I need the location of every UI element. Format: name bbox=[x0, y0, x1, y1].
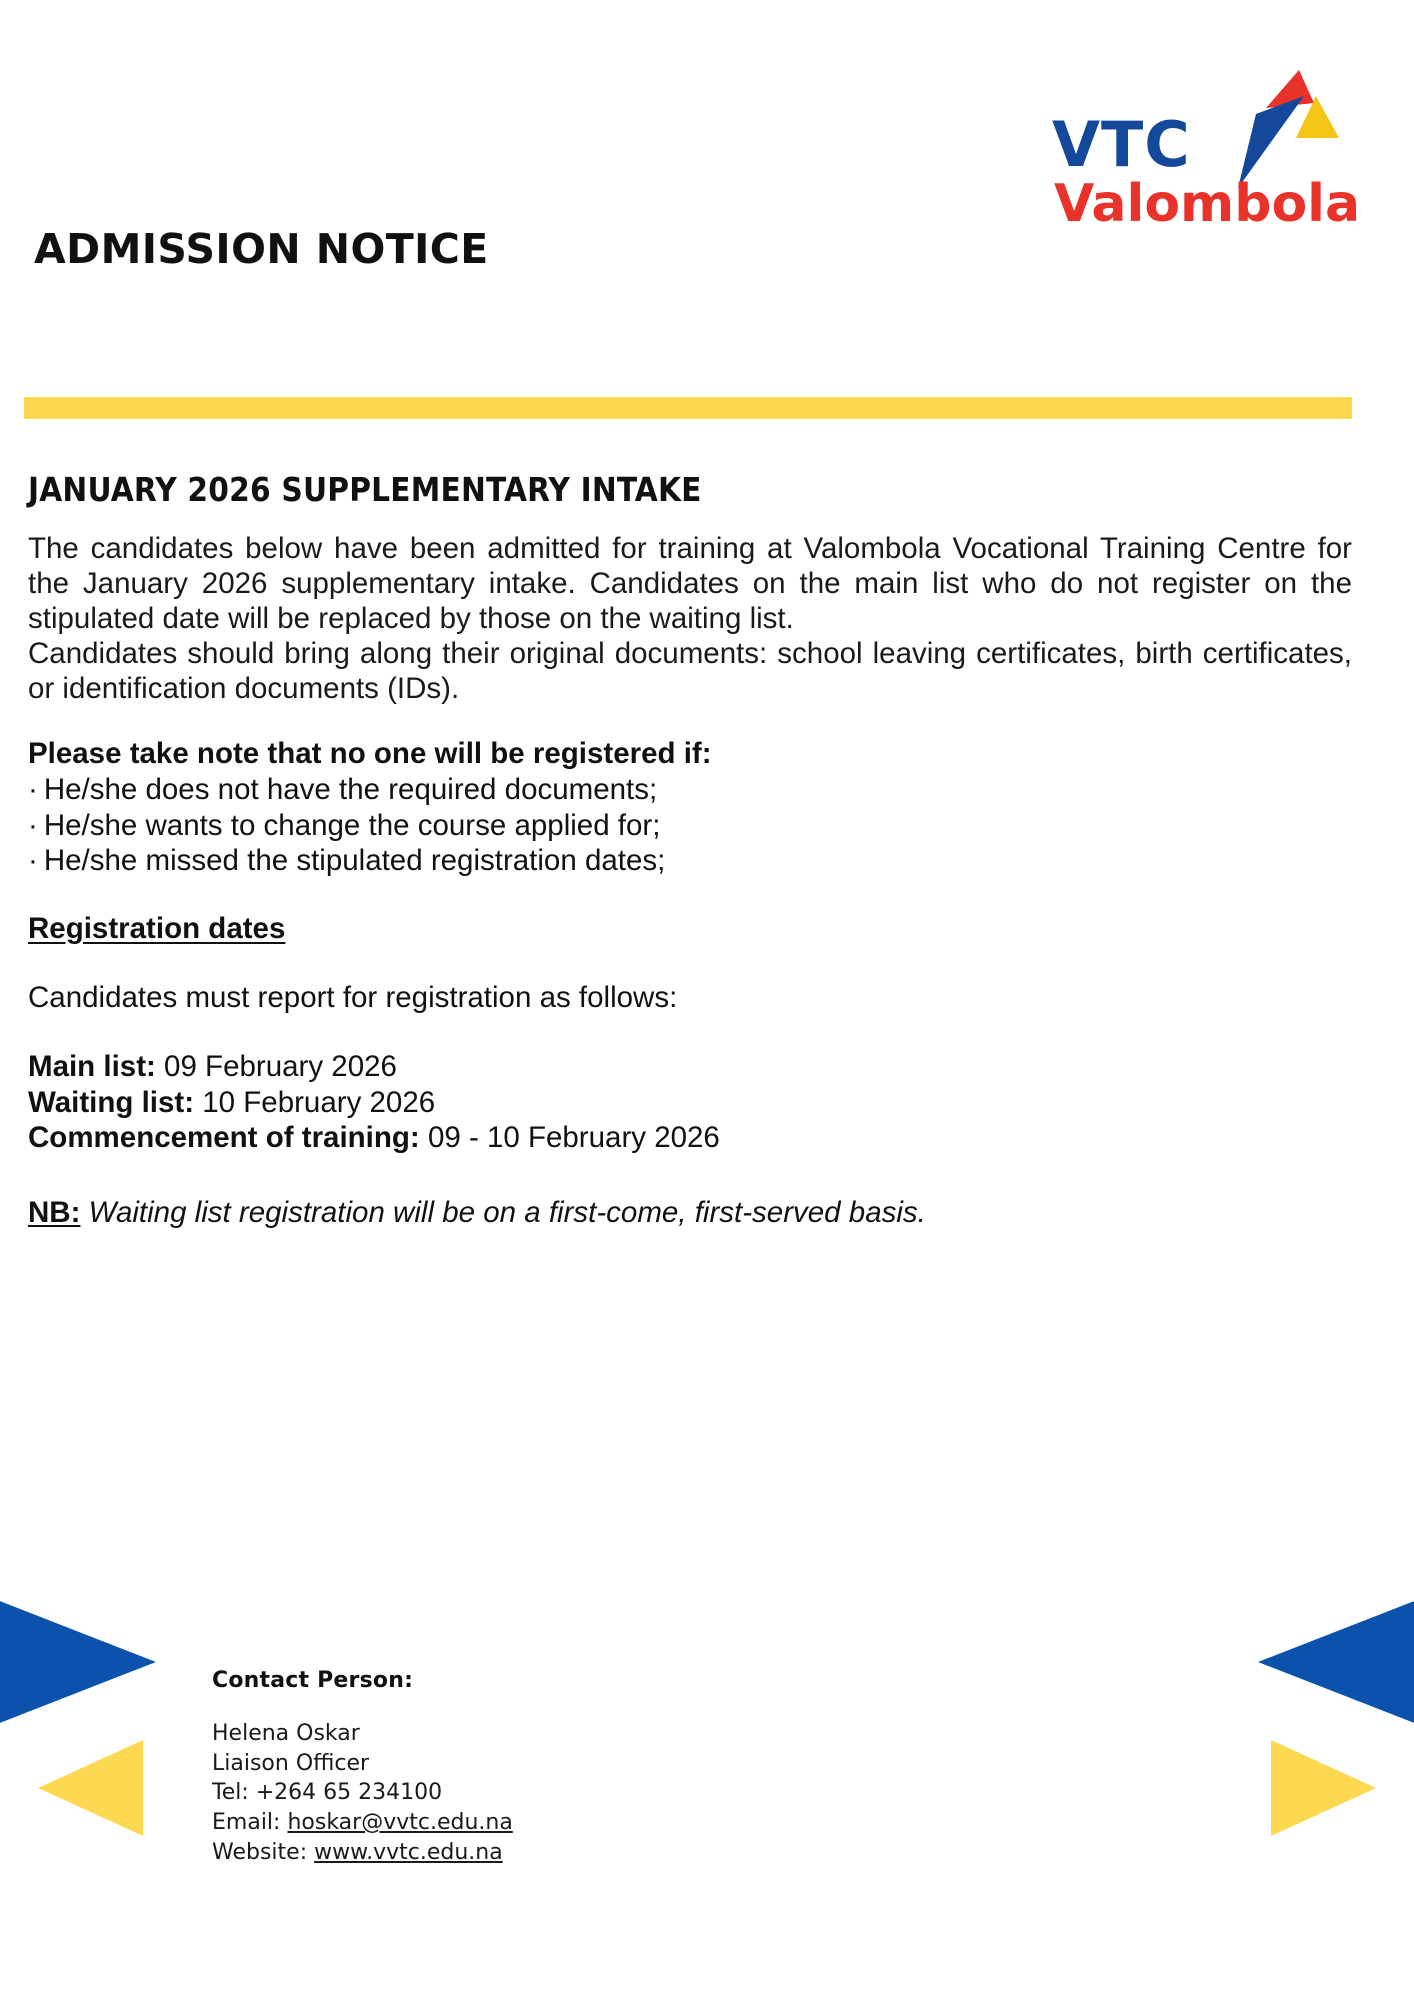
document-body bbox=[28, 470, 1352, 1231]
vtc-valombola-logo bbox=[1052, 70, 1361, 245]
spacer bbox=[28, 1015, 1352, 1049]
list-item bbox=[28, 808, 1352, 843]
date-label: Waiting list: bbox=[28, 1085, 195, 1119]
spacer bbox=[28, 878, 1352, 912]
date-row-waiting-list bbox=[28, 1085, 1352, 1120]
nb-label: NB: bbox=[28, 1196, 81, 1230]
list-item-label: He/she missed the stipulated registration dates; bbox=[43, 843, 666, 877]
bullet-icon: · bbox=[28, 808, 38, 842]
spacer bbox=[28, 1155, 1352, 1195]
contact-name: Helena Oskar bbox=[212, 1721, 360, 1746]
bullet-icon: · bbox=[28, 773, 38, 807]
date-row-commencement bbox=[28, 1120, 1352, 1155]
date-value: 09 February 2026 bbox=[164, 1050, 397, 1084]
decorative-triangle-yellow-left bbox=[38, 1740, 143, 1836]
nb-text: Waiting list registration will be on a first-come, first-served basis. bbox=[88, 1196, 926, 1230]
registration-intro: Candidates must report for registration as follows: bbox=[28, 980, 678, 1014]
contact-block bbox=[212, 1668, 732, 1867]
contact-email-link[interactable]: hoskar@vvtc.edu.na bbox=[287, 1810, 513, 1836]
registration-conditions-heading: Please take note that no one will be registered if: bbox=[28, 737, 712, 771]
contact-telephone: Tel: +264 65 234100 bbox=[212, 1780, 443, 1806]
nb-note bbox=[28, 1195, 1352, 1230]
list-item-label: He/she does not have the required documents; bbox=[43, 773, 658, 807]
contact-email-label: Email: bbox=[212, 1810, 288, 1836]
contact-website-link[interactable]: www.vvtc.edu.na bbox=[314, 1839, 503, 1865]
spacer bbox=[28, 706, 1352, 736]
spacer bbox=[28, 946, 1352, 980]
contact-role: Liaison Officer bbox=[212, 1750, 370, 1776]
contact-heading: Contact Person: bbox=[212, 1668, 414, 1693]
date-value: 09 - 10 February 2026 bbox=[427, 1120, 720, 1154]
date-label: Main list: bbox=[28, 1050, 156, 1084]
decorative-triangle-blue-left bbox=[0, 1584, 156, 1740]
contact-website-row bbox=[212, 1838, 732, 1868]
intake-subtitle: JANUARY 2026 SUPPLEMENTARY INTAKE bbox=[28, 470, 702, 509]
decorative-triangle-blue-right bbox=[1258, 1584, 1414, 1740]
list-item bbox=[28, 772, 1352, 807]
intro-paragraph: The candidates below have been admitted for training at Valombola Vocational Training Centre for the January 2026 supplementary intake. Candidates on the main list who do not register on the stipulated date will be replaced by those on the waiting list. bbox=[28, 532, 1352, 636]
page-title: ADMISSION NOTICE bbox=[34, 225, 489, 273]
logo-mark-icon bbox=[1204, 70, 1352, 188]
date-row-main-list bbox=[28, 1049, 1352, 1084]
registration-dates-heading: Registration dates bbox=[28, 911, 286, 945]
logo-text-valombola: Valombola bbox=[1054, 174, 1361, 234]
contact-email-row bbox=[212, 1808, 732, 1838]
list-item bbox=[28, 843, 1352, 878]
documents-paragraph: Candidates should bring along their original documents: school leaving certificates, birth certificates, or identification documents (IDs). bbox=[28, 637, 1352, 706]
list-item-label: He/she wants to change the course applied for; bbox=[43, 808, 661, 842]
header-rule-bar bbox=[24, 397, 1352, 419]
bullet-icon: · bbox=[28, 843, 38, 877]
date-label: Commencement of training: bbox=[28, 1120, 420, 1154]
contact-website-label: Website: bbox=[212, 1839, 315, 1865]
date-value: 10 February 2026 bbox=[202, 1085, 436, 1119]
decorative-triangle-yellow-right bbox=[1271, 1740, 1376, 1836]
logo-text-vtc: VTC bbox=[1052, 108, 1191, 181]
